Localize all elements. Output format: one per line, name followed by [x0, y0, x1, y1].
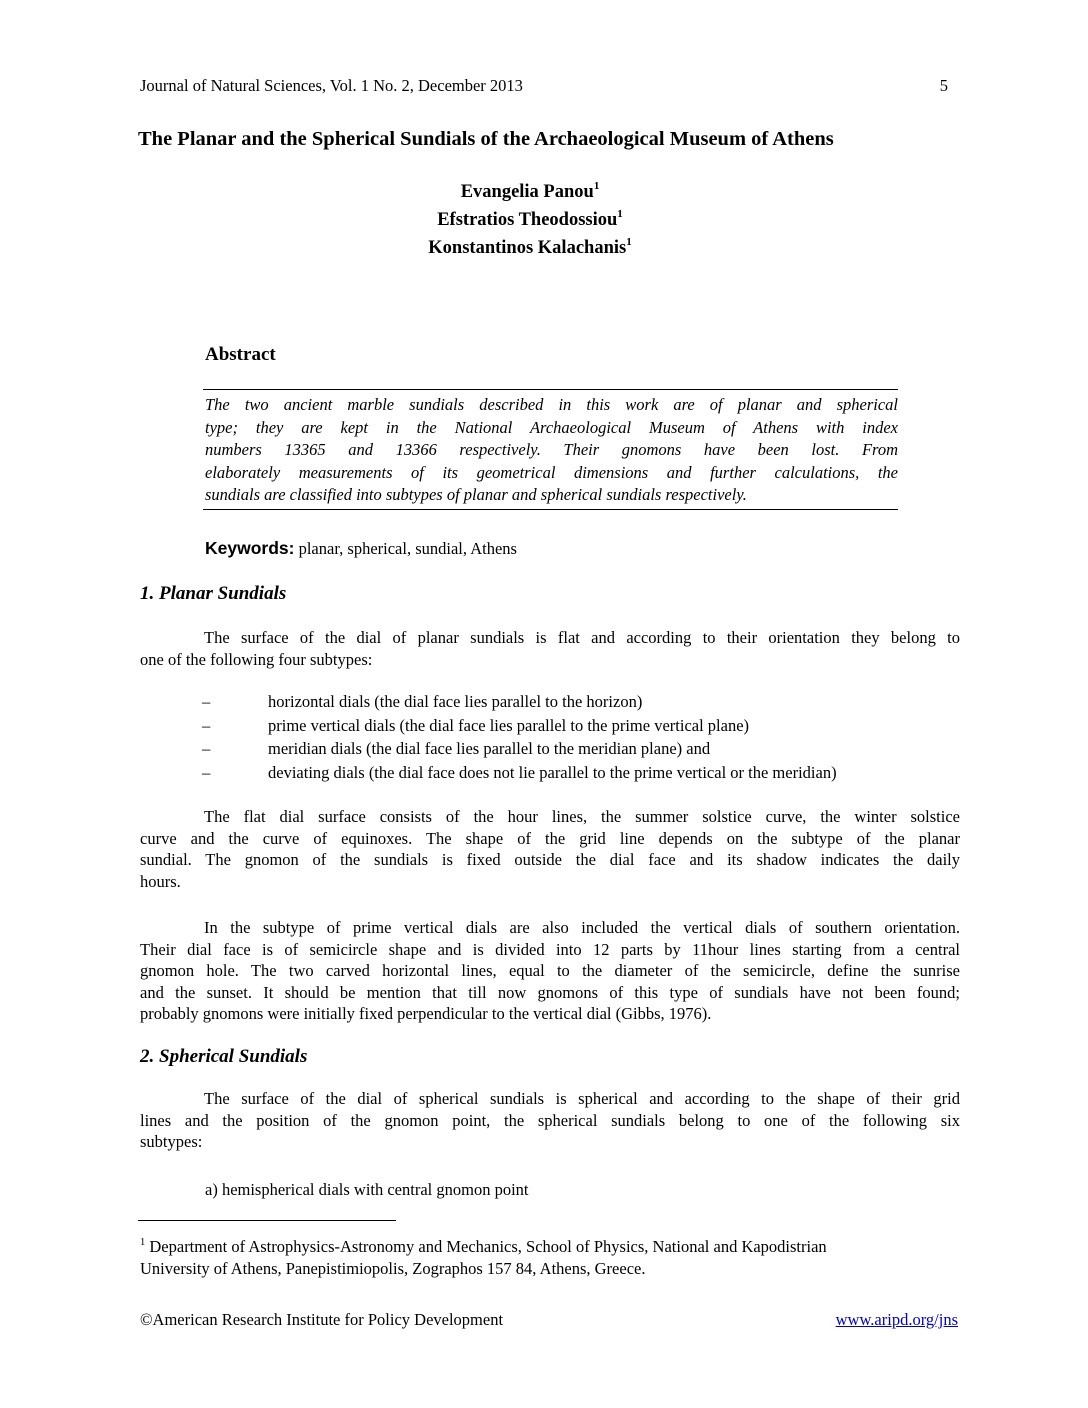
subtype-list [202, 690, 837, 784]
list-item: – meridian dials (the dial face lies parallel to the meridian plane) and [202, 739, 711, 758]
abstract-line: type; they are kept in the National Archaeological Museum of Athens with index [205, 417, 898, 437]
abstract-line: The two ancient marble sundials described in this work are of planar and spherical [205, 395, 898, 414]
journal-citation: Journal of Natural Sciences, Vol. 1 No. 2, December 2013 [140, 76, 523, 95]
page-number: 5 [939, 76, 948, 95]
author: Konstantinos Kalachanis$^1$ [428, 236, 632, 258]
footnote: $^1$ Department of Astrophysics-Astronomy and Mechanics, School of Physics, National and Kapodistrian University of Athens, Panepistimiopolis, Zographos 157 84, Athens, Greece. [140, 1237, 827, 1278]
abstract-line: numbers 13365 and 13366 respectively. Their gnomons have been lost. From [205, 440, 898, 459]
section-heading: 2. Spherical Sundials [140, 1046, 308, 1067]
subtype-item: a) hemispherical dials with central gnomon point [205, 1180, 529, 1199]
list-item: – deviating dials (the dial face does not lie parallel to the prime vertical or the meridian) [202, 762, 837, 782]
author-list [330, 178, 730, 262]
list-item: – prime vertical dials (the dial face lies parallel to the prime vertical plane) [202, 715, 750, 735]
paragraph: The surface of the dial of planar sundials is flat and according to their orientation they belong to one of the following four subtypes: [140, 628, 960, 669]
copyright-text: ©American Research Institute for Policy Development [140, 1310, 504, 1329]
author: Efstratios Theodossiou$^1$ [437, 208, 623, 230]
section-heading: 1. Planar Sundials [140, 583, 287, 604]
paragraph: The flat dial surface consists of the hour lines, the summer solstice curve, the winter solstice curve and the curve of equinoxes. The shape of the grid line depends on the subtype of the planar sundial. The gnomon of the sundials is fixed outside the dial face and its shadow indicates the daily hours. [140, 807, 960, 891]
footnote-divider [138, 1220, 396, 1221]
abstract-heading: Abstract [205, 344, 276, 365]
keywords [205, 538, 517, 559]
author: Evangelia Panou$^1$ [460, 180, 600, 202]
keywords-label: Keywords: [205, 538, 295, 558]
journal-link[interactable]: www.aripd.org/jns [835, 1310, 958, 1329]
abstract-text [203, 389, 898, 510]
paragraph: In the subtype of prime vertical dials are also included the vertical dials of southern orientation. Their dial face is of semicircle shape and is divided into 12 parts by 11hour lines starting from a central gnomon hole. The two carved horizontal lines, equal to the diameter of the semicircle, define the sunrise and the sunset. It should be mention that till now gnomons of this type of sundials have not been found; probably gnomons were initially fixed perpendicular to the vertical dial (Gibbs, 1976). [140, 918, 960, 1023]
abstract-line: sundials are classified into subtypes of planar and spherical sundials respectively. [205, 485, 747, 504]
keywords-value: planar, spherical, sundial, Athens [294, 539, 517, 558]
running-header [140, 76, 948, 96]
list-item: – horizontal dials (the dial face lies parallel to the horizon) [202, 692, 643, 711]
page-footer [140, 1310, 958, 1330]
paragraph: The surface of the dial of spherical sundials is spherical and according to the shape of their grid lines and the position of the gnomon point, the spherical sundials belong to one of the following six subtypes: [140, 1089, 960, 1151]
paper-title: The Planar and the Spherical Sundials of the Archaeological Museum of Athens [138, 128, 834, 150]
abstract-line: elaborately measurements of its geometrical dimensions and further calculations, the [205, 462, 898, 482]
